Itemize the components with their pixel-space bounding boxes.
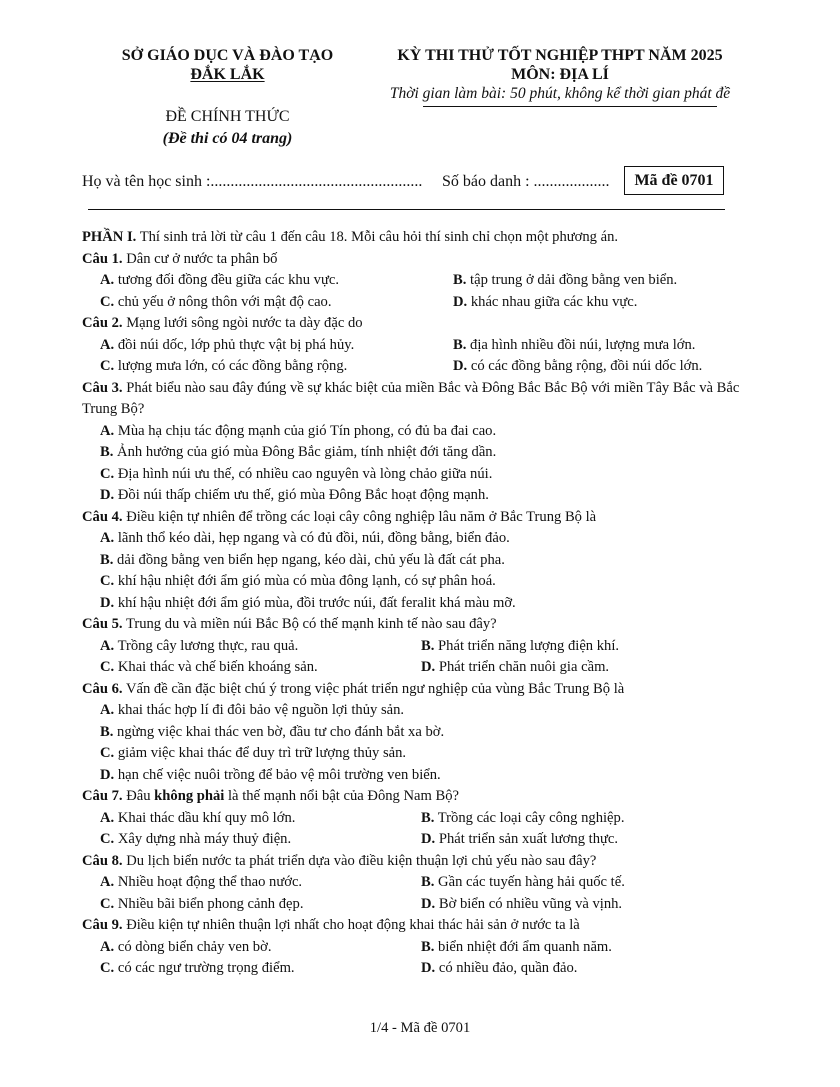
option-text: lãnh thổ kéo dài, hẹp ngang và có đủ đồi, núi, đồng bằng, biển đảo. — [117, 530, 510, 546]
option-key: B. — [100, 551, 114, 568]
option-key: D. — [421, 960, 436, 976]
option-text: đồi núi dốc, lớp phủ thực vật bị phá hủy. — [117, 336, 355, 353]
option-key: C. — [100, 745, 115, 761]
question-label: Câu 7. — [82, 788, 123, 804]
question-text-emphasis: không phải — [154, 788, 225, 804]
option-key: D. — [453, 358, 468, 374]
option-key: C. — [100, 659, 115, 675]
option-text: Nhiều hoạt động thể thao nước. — [117, 874, 303, 890]
question-9 — [82, 915, 772, 980]
option-text: tập trung ở dải đồng bằng ven biển. — [470, 272, 678, 288]
question-text-pre: Đâu — [126, 788, 155, 804]
option-text: lượng mưa lớn, có các đồng bằng rộng. — [117, 358, 348, 374]
part-1-title: PHẦN I. — [82, 229, 137, 245]
question-4 — [82, 507, 772, 615]
question-8 — [82, 851, 772, 916]
option-text: khác nhau giữa các khu vực. — [470, 293, 638, 310]
option-row — [82, 356, 772, 378]
pages-note: (Đề thi có 04 trang) — [162, 130, 293, 147]
option-text: dải đồng bằng ven biển hẹp ngang, kéo dài, chủ yếu là đất cát pha. — [117, 551, 505, 568]
option-key: D. — [453, 293, 468, 310]
option-text: Nhiều bãi biển phong cảnh đẹp. — [117, 895, 304, 912]
option-text: Gần các tuyến hàng hải quốc tế. — [438, 874, 625, 890]
option-key: C. — [100, 831, 115, 847]
department-line-1: SỞ GIÁO DỤC VÀ ĐÀO TẠO — [121, 47, 334, 64]
option-text: khai thác hợp lí đi đôi bảo vệ nguồn lợi thủy sản. — [117, 702, 405, 718]
option-text: Trồng các loại cây công nghiệp. — [437, 809, 625, 826]
student-id-field: Số báo danh : ................... — [442, 173, 610, 190]
question-text-post: là thế mạnh nổi bật của Đông Nam Bộ? — [224, 788, 460, 804]
question-text: Mạng lưới sông ngòi nước ta dày đặc do — [126, 315, 363, 331]
option-text: Khai thác dầu khí quy mô lớn. — [117, 809, 296, 826]
question-7 — [82, 786, 772, 851]
option-text: khí hậu nhiệt đới ẩm gió mùa, đồi trước núi, đất feralit khá màu mỡ. — [117, 594, 516, 611]
option-key: D. — [100, 487, 115, 503]
option-text: hạn chế việc nuôi trồng để bảo vệ môi trường ven biển. — [117, 766, 441, 783]
option-text: Mùa hạ chịu tác động mạnh của gió Tín phong, có đủ ba đai cao. — [117, 422, 497, 439]
option-row — [82, 894, 772, 916]
option-key: B. — [453, 336, 467, 353]
option-key: B. — [100, 444, 114, 460]
option-row — [82, 958, 772, 980]
option-key: C. — [100, 895, 115, 912]
option-key: B. — [100, 723, 114, 740]
option-key: C. — [100, 465, 115, 482]
question-label: Câu 4. — [82, 508, 123, 525]
option-row — [82, 270, 772, 292]
option-key: A. — [100, 422, 115, 439]
question-label: Câu 5. — [82, 616, 123, 632]
option-text: có dòng biển chảy ven bờ. — [117, 938, 272, 955]
question-text: Du lịch biển nước ta phát triển dựa vào điều kiện thuận lợi chủ yếu nào sau đây? — [126, 852, 597, 869]
option-key: A. — [100, 336, 115, 353]
option-row — [82, 829, 772, 851]
header-divider — [88, 209, 725, 210]
option-key: A. — [100, 272, 115, 288]
option-text: địa hình nhiều đồi núi, lượng mưa lớn. — [470, 336, 696, 353]
question-label: Câu 9. — [82, 917, 123, 933]
option-text: giảm việc khai thác để duy trì trữ lượng thủy sản. — [117, 745, 407, 761]
option-text: ngừng việc khai thác ven bờ, đầu tư cho đánh bắt xa bờ. — [117, 723, 445, 740]
option-text: Phát triển năng lượng điện khí. — [438, 637, 620, 654]
option-key: A. — [100, 702, 115, 718]
option-key: D. — [421, 895, 436, 912]
option-key: C. — [100, 573, 115, 589]
option-key: A. — [100, 938, 115, 955]
part-1-heading — [82, 227, 772, 249]
option-text: biển nhiệt đới ẩm quanh năm. — [438, 938, 612, 955]
page-footer: 1/4 - Mã đề 0701 — [369, 1020, 471, 1036]
question-3 — [82, 378, 772, 507]
option-text: có các đồng bằng rộng, đồi núi dốc lớn. — [470, 358, 703, 374]
option-key: C. — [100, 293, 115, 310]
time-note: Thời gian làm bài: 50 phút, không kể thời gian phát đề — [389, 85, 731, 102]
option-text: Trồng cây lương thực, rau quả. — [117, 637, 299, 654]
option-key: D. — [100, 594, 115, 611]
question-label: Câu 8. — [82, 852, 123, 869]
question-label: Câu 2. — [82, 315, 123, 331]
option-row — [82, 808, 772, 830]
option-text: có nhiều đảo, quần đảo. — [438, 960, 578, 976]
option-text: Đồi núi thấp chiếm ưu thế, gió mùa Đông Bắc hoạt động mạnh. — [117, 487, 489, 503]
question-text: Vấn đề cần đặc biệt chú ý trong việc phát triển ngư nghiệp của vùng Bắc Trung Bộ là — [125, 680, 625, 697]
question-2 — [82, 313, 772, 378]
question-text: Điều kiện tự nhiên để trồng các loại cây công nghiệp lâu năm ở Bắc Trung Bộ là — [126, 508, 597, 525]
option-text: Phát triển sản xuất lương thực. — [438, 831, 619, 847]
option-row — [82, 636, 772, 658]
question-label: Câu 3. — [82, 379, 123, 396]
question-label: Câu 6. — [82, 680, 123, 697]
option-key: C. — [100, 358, 115, 374]
option-row — [82, 937, 772, 959]
option-key: A. — [100, 637, 115, 654]
official-label: ĐỀ CHÍNH THỨC — [165, 108, 290, 125]
option-key: D. — [421, 659, 436, 675]
option-key: B. — [421, 938, 435, 955]
question-text: Trung du và miền núi Bắc Bộ có thế mạnh kinh tế nào sau đây? — [125, 616, 497, 632]
option-row — [82, 335, 772, 357]
subject-title: MÔN: ĐỊA LÍ — [511, 66, 609, 83]
option-row — [82, 657, 772, 679]
student-name-field: Họ và tên học sinh :..................................................... — [82, 173, 423, 190]
option-text: khí hậu nhiệt đới ẩm gió mùa có mùa đông lạnh, có sự phân hoá. — [117, 573, 496, 589]
question-text: Điều kiện tự nhiên thuận lợi nhất cho hoạt động khai thác hải sản ở nước ta là — [126, 917, 580, 933]
option-text: tương đối đồng đều giữa các khu vực. — [117, 272, 339, 288]
question-5 — [82, 614, 772, 679]
exam-title: KỲ THI THỬ TỐT NGHIỆP THPT NĂM 2025 — [397, 47, 723, 64]
option-key: B. — [421, 637, 435, 654]
option-text: Ảnh hưởng của gió mùa Đông Bắc giảm, tính nhiệt đới tăng dần. — [117, 444, 497, 460]
option-text: Khai thác và chế biến khoáng sản. — [117, 659, 318, 675]
option-key: A. — [100, 874, 115, 890]
option-key: B. — [453, 272, 467, 288]
option-key: D. — [421, 831, 436, 847]
option-key: A. — [100, 809, 115, 826]
option-text: chủ yếu ở nông thôn với mật độ cao. — [117, 293, 332, 310]
header-rule — [423, 106, 717, 107]
option-key: C. — [100, 960, 115, 976]
question-text: Dân cư ở nước ta phân bố — [126, 250, 278, 267]
question-label: Câu 1. — [82, 250, 123, 267]
option-text: Xây dựng nhà máy thuỷ điện. — [117, 831, 292, 847]
option-key: B. — [421, 874, 435, 890]
option-row — [82, 292, 772, 314]
part-1-instruction: Thí sinh trả lời từ câu 1 đến câu 18. Mỗi câu hỏi thí sinh chỉ chọn một phương án. — [139, 229, 619, 245]
option-key: D. — [100, 766, 115, 783]
questions-section — [82, 227, 772, 980]
option-text: Phát triển chăn nuôi gia cầm. — [438, 659, 610, 675]
exam-code-box: Mã đề 0701 — [624, 166, 724, 195]
option-text: có các ngư trường trọng điểm. — [117, 960, 295, 976]
question-1 — [82, 249, 772, 314]
question-text: Phát biểu nào sau đây đúng về sự khác biệt của miền Bắc và Đông Bắc Bắc Bộ với miền Tây Bắc và Bắc Trung Bộ? — [82, 379, 740, 417]
department-line-2: ĐẮK LẮK — [190, 66, 265, 83]
question-6 — [82, 679, 772, 787]
exam-header — [355, 46, 765, 107]
option-text: Bờ biển có nhiều vũng và vịnh. — [438, 895, 623, 912]
department-header — [95, 46, 360, 84]
option-key: A. — [100, 530, 115, 546]
option-key: B. — [421, 809, 435, 826]
option-row — [82, 872, 772, 894]
option-text: Địa hình núi ưu thế, có nhiều cao nguyên và lòng chảo giữa núi. — [117, 465, 493, 482]
